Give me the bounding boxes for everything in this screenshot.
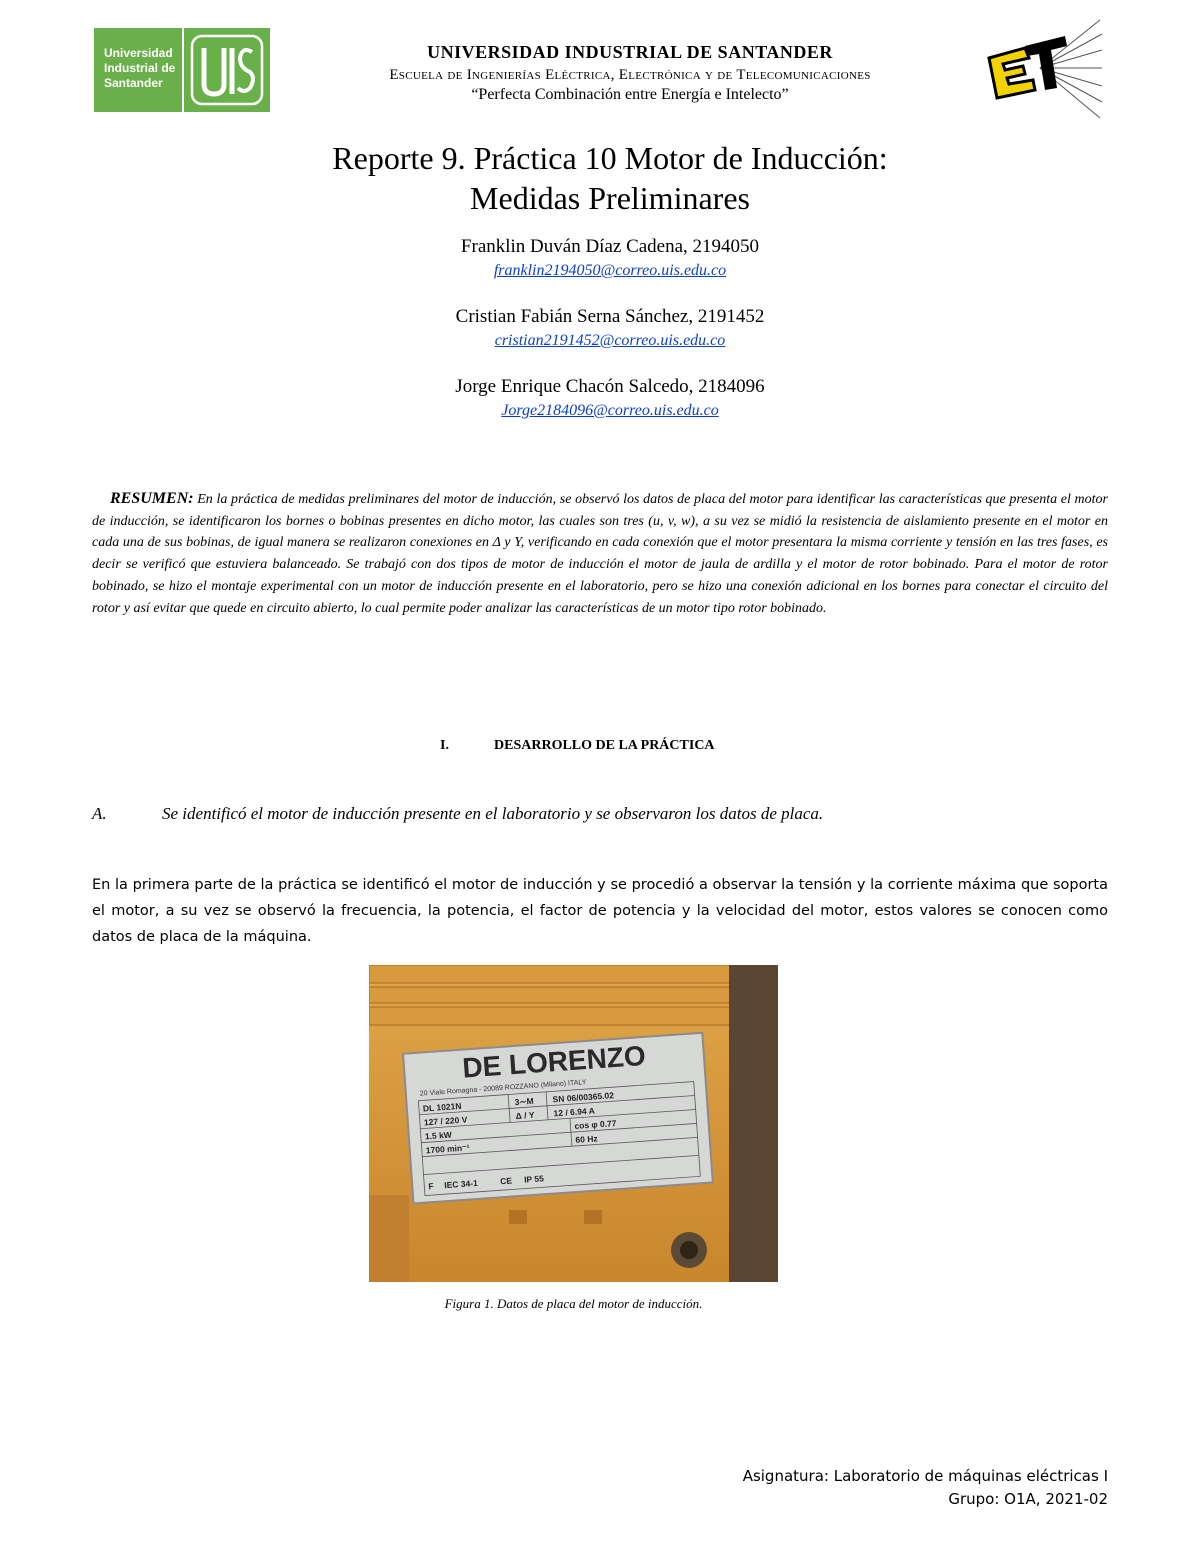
nameplate-phase: 3∼M [514,1095,534,1108]
author-name: Cristian Fabián Serna Sánchez, 2191452 [455,306,765,327]
university-name: UNIVERSIDAD INDUSTRIAL DE SANTANDER [427,42,833,62]
motto: “Perfecta Combinación entre Energía e Intelecto” [471,86,789,103]
author-email-link[interactable]: cristian2191452@correo.uis.edu.co [494,332,726,349]
abstract-keyword: RESUMEN: [110,490,194,507]
footer [743,1465,1108,1511]
author-name: Jorge Enrique Chacón Salcedo, 2184096 [455,376,765,397]
nameplate-ce: CE [499,1175,513,1187]
body-paragraph: En la primera parte de la práctica se identificó el motor de inducción y se procedió a observar la tensión y la corriente máxima que soporta el motor, a su vez se observó la frecuencia, la potencia, el factor de potencia y la velocidad del motor, estos valores se conocen como datos de placa de la máquina. [92,877,1108,945]
school-name: Escuela de Ingenierías Eléctrica, Electrónica y de Telecomunicaciones [389,67,871,83]
nameplate-std: IEC 34-1 [443,1177,479,1191]
section-title: DESARROLLO DE LA PRÁCTICA [494,738,715,753]
nameplate-voltage: 127 / 220 V [423,1114,468,1128]
nameplate-freq: 60 Hz [575,1133,598,1145]
footer-subject: Asignatura: Laboratorio de máquinas eléctricas I [742,1467,1108,1485]
author-name: Franklin Duván Díaz Cadena, 2194050 [460,236,760,257]
nameplate-connection: Δ / Y [515,1109,535,1122]
nameplate-f: F [428,1180,434,1192]
nameplate-cosphi: cos φ 0.77 [574,1118,617,1131]
e3t-logo [985,18,1103,120]
uis-logo-text: Universidad Industrial de Santander [94,28,182,112]
author-email-link[interactable]: Jorge2184096@correo.uis.edu.co [501,402,719,419]
subsection-title: Se identificó el motor de inducción presente en el laboratorio y se observaron los datos de placa. [162,804,824,823]
subsection-number: A. [92,804,107,823]
nameplate-current: 12 / 6.94 A [553,1105,596,1119]
nameplate-brand: DE LORENZO [461,1039,647,1084]
nameplate-model: DL 1021N [422,1100,462,1114]
section-number: I. [440,738,449,753]
abstract [92,488,1108,619]
nameplate-photo [369,965,778,1282]
figure-caption: Figura 1. Datos de placa del motor de inducción. [444,1296,703,1311]
footer-group: Grupo: O1A, 2021-02 [948,1490,1108,1508]
author-email-link[interactable]: franklin2194050@correo.uis.edu.co [493,262,727,279]
abstract-text: En la práctica de medidas preliminares del motor de inducción, se observó los datos de placa del motor para identificar las características que presenta el motor de inducción, se identificaron los bornes o bobinas presentes en dicho motor, las cuales son tres (u, v, w), a su vez se midió la resistencia de aislamiento presente en el motor en cada una de sus bobinas, de igual manera se realizaron conexiones en Δ y Y, verificando en cada conexión que el motor presentara la misma corriente y tensión en las tres fases, es decir se verificó que estuviera balanceado. Se trabajó con dos tipos de motor de inducción el motor de jaula de ardilla y el motor de rotor bobinado. Para el motor de rotor bobinado, se hizo el montaje experimental con un motor de inducción presente en el laboratorio, pero se hizo una conexión adicional en los bornes para conectar el circuito del rotor y así evitar que quede en circuito abierto, lo cual permite poder analizar las características de un motor tipo rotor bobinado. [92,492,1108,616]
title-line-2: Medidas Preliminares [470,180,750,216]
report-title [200,138,1020,218]
title-line-1: Reporte 9. Práctica 10 Motor de Inducción: [332,140,888,176]
nameplate-speed: 1700 min⁻¹ [425,1142,470,1156]
nameplate-ip: IP 55 [523,1173,545,1185]
nameplate-address: 20 Viale Romagna - 20089 ROZZANO (Milano) ITALY [419,1079,587,1098]
uis-logo [94,28,270,112]
nameplate-serial: SN 06/00365.02 [552,1090,615,1105]
uis-monogram [184,28,270,112]
nameplate-power: 1.5 kW [424,1129,453,1142]
